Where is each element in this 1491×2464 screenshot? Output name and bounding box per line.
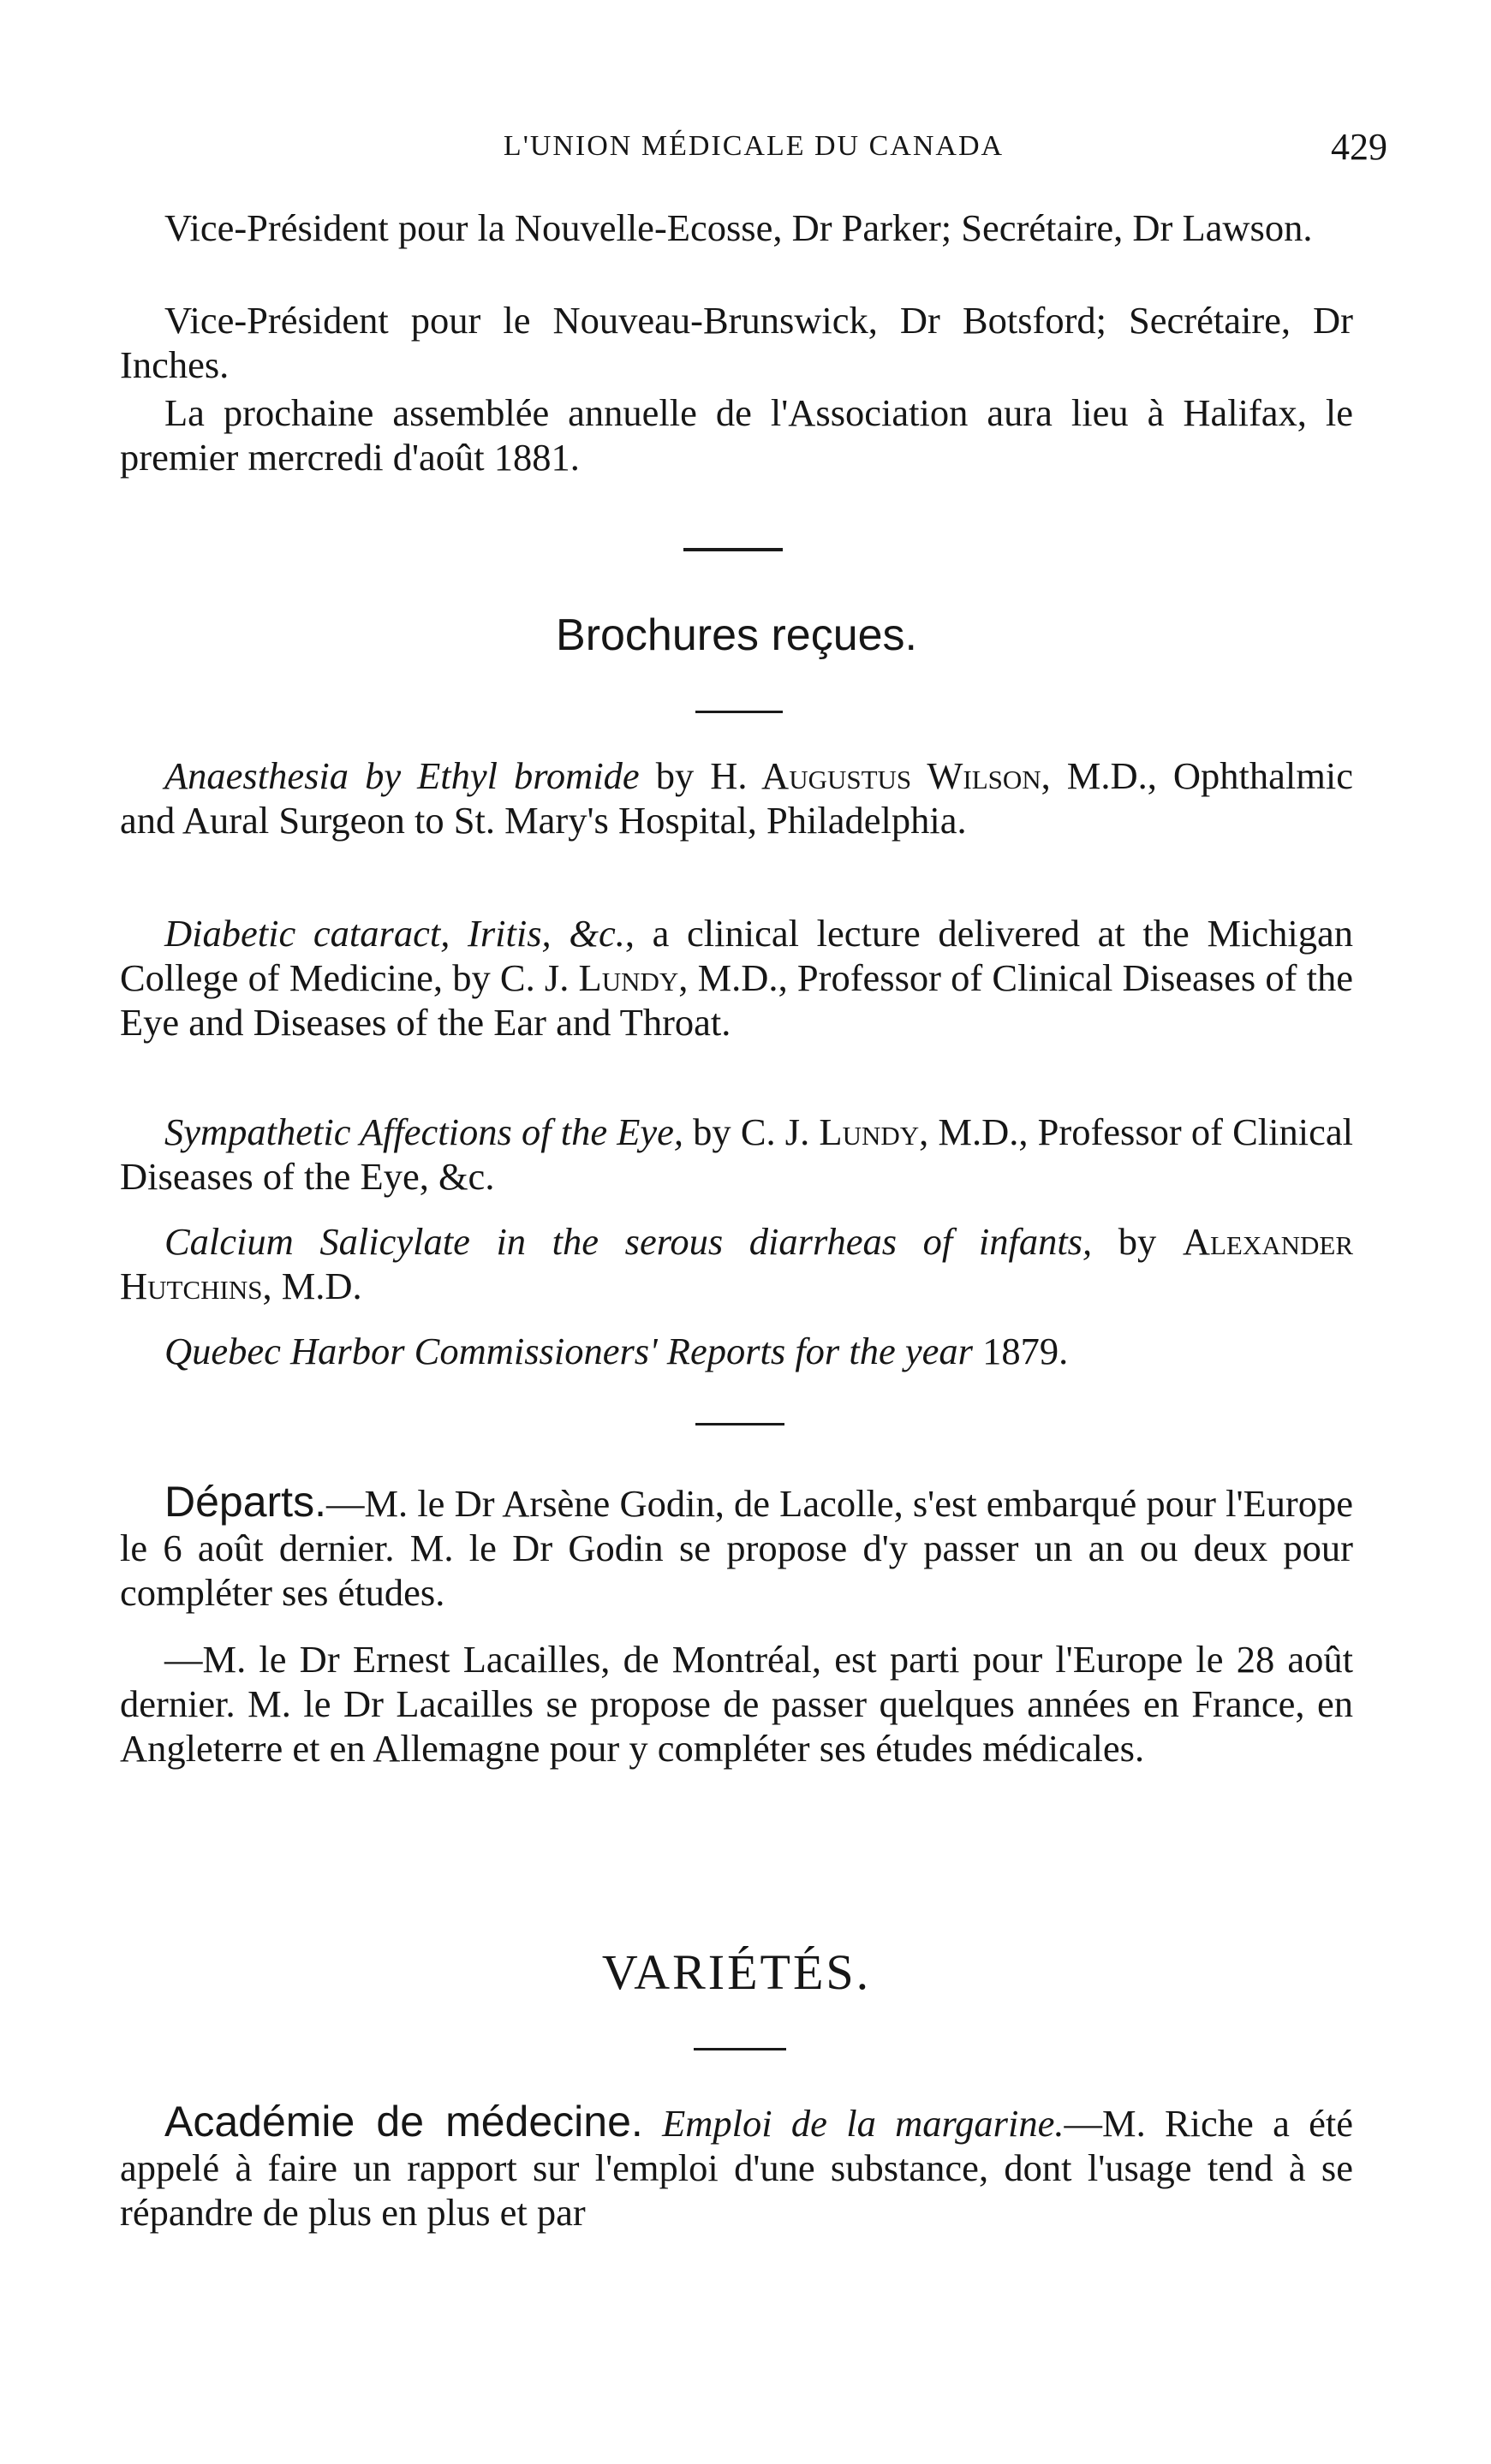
brochure-title: Sympathetic Affections of the Eye,: [164, 1110, 684, 1153]
brochure-entry: [120, 753, 1353, 842]
section-title-varietes: VARIÉTÉS.: [601, 1944, 872, 2000]
brochure-entry: [120, 1219, 1353, 1308]
brochure-author: H. Augustus Wilson, M.D.: [710, 754, 1148, 797]
section-divider: [683, 548, 783, 551]
brochure-text: , Professor of Clinical Diseases of the Eye and Diseases of the Ear and Throat.: [120, 956, 1354, 1044]
brochure-entry: [120, 1329, 1353, 1373]
brochure-text: by: [639, 754, 711, 797]
departs-text: —M. le Dr Arsène Godin, de Lacolle, s'est embarqué pour l'Europe le 6 août dernier. M. le Dr Godin se propose d'y passer un an ou deux pour compléter ses études.: [120, 1482, 1353, 1614]
paragraph-departs-lacailles: —M. le Dr Ernest Lacailles, de Montréal, est parti pour l'Europe le 28 août dernier. M. le Dr Lacailles se propose de passer quelques années en France, en Angleterre et en Allemagne pour y compléter ses études médicales.: [120, 1638, 1353, 1770]
section-divider: [694, 2048, 786, 2050]
brochure-text: , Professor of Clinical Diseases of the Eye, &c.: [120, 1110, 1354, 1198]
brochure-text: 1879.: [972, 1330, 1069, 1372]
section-title-brochures: Brochures reçues.: [556, 610, 917, 660]
brochure-author: C. J. Lundy, M.D.: [499, 956, 778, 999]
paragraph-nova-scotia: Vice-Président pour la Nouvelle-Ecosse, Dr Parker; Secrétaire, Dr Lawson.: [164, 206, 1313, 249]
paragraph-next-meeting: La prochaine assemblée annuelle de l'Association aura lieu à Halifax, le premier mercredi d'août 1881.: [120, 391, 1353, 479]
departs-heading: Départs.: [164, 1478, 326, 1526]
page-header: [120, 126, 1387, 173]
brochure-title: Calcium Salicylate in the serous diarrheas of infants,: [164, 1220, 1093, 1263]
brochure-title: Anaesthesia by Ethyl bromide: [164, 754, 640, 797]
academie-heading: Académie de médecine.: [164, 2098, 643, 2146]
brochure-title: Quebec Harbor Commissioners' Reports for the year: [164, 1330, 973, 1372]
paragraph-academie: [120, 2099, 1353, 2235]
brochure-text: , Ophthalmic and Aural Surgeon to St. Mary's Hospital, Philadelphia.: [120, 754, 1354, 842]
brochure-entry: [120, 911, 1353, 1045]
academie-subtitle: Emploi de la margarine.: [662, 2102, 1065, 2145]
page-number: 429: [1331, 126, 1387, 168]
brochure-text: by: [683, 1110, 741, 1153]
section-divider: [695, 711, 783, 713]
running-head: L'UNION MÉDICALE DU CANADA: [503, 130, 1005, 162]
section-divider: [695, 1423, 784, 1425]
brochure-text: , a clinical lecture delivered at the Michigan College of Medicine, by: [120, 912, 1353, 999]
academie-text: —M. Riche a été appelé à faire un rapport sur l'emploi d'une substance, dont l'usage tend à se répandre de plus en plus et par: [120, 2102, 1353, 2234]
paragraph-departs-godin: [120, 1479, 1353, 1615]
brochure-entry: [120, 1110, 1353, 1199]
brochure-author: C. J. Lundy, M.D.: [740, 1110, 1019, 1153]
brochure-text: by: [1092, 1220, 1183, 1263]
brochure-author: Alexander Hutchins, M.D.: [120, 1220, 1354, 1307]
brochure-title: Diabetic cataract, Iritis, &c.: [164, 912, 625, 955]
paragraph-new-brunswick: Vice-Président pour le Nouveau-Brunswick, Dr Botsford; Secrétaire, Dr Inches.: [120, 299, 1353, 386]
